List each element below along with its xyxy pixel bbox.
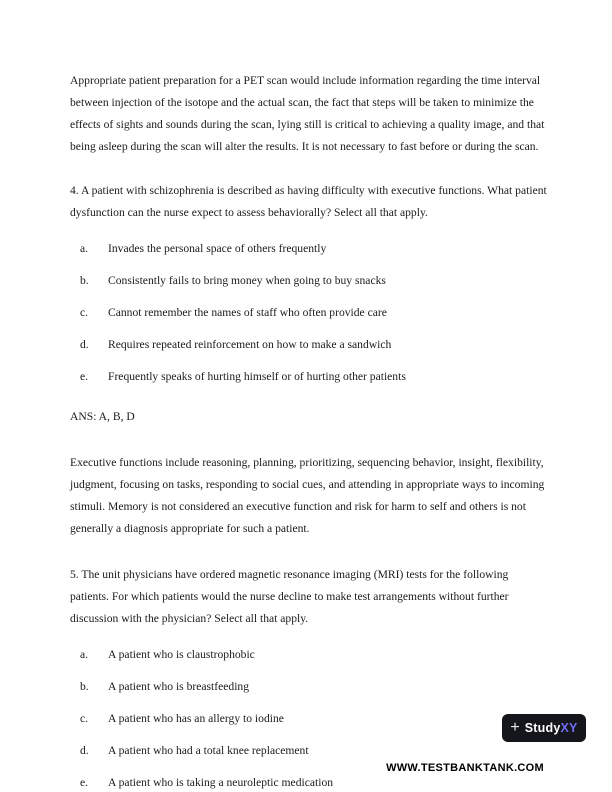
logo-xy-text: XY [560, 721, 578, 735]
option-row [80, 334, 548, 356]
option-letter: e. [80, 370, 89, 383]
option-text: Invades the personal space of others frequently [108, 242, 327, 255]
option-row [80, 644, 548, 666]
option-text: A patient who had a total knee replacement [108, 744, 309, 757]
option-text: A patient who has an allergy to iodine [108, 712, 284, 725]
option-text: Frequently speaks of hurting himself or of hurting other patients [108, 370, 406, 383]
question-5-text: 5. The unit physicians have ordered magnetic resonance imaging (MRI) tests for the following patients. For which patients would the nurse decline to make test arrangements without further discussion with the physician? Select all that apply. [70, 568, 509, 625]
option-letter: d. [80, 338, 89, 351]
studyxy-logo-badge [502, 714, 586, 742]
option-text: Requires repeated reinforcement on how to make a sandwich [108, 338, 392, 351]
rationale-paragraph: Executive functions include reasoning, planning, prioritizing, sequencing behavior, insight, flexibility, judgment, focusing on tasks, responding to social cues, and attending in appropriate ways to incoming stimuli. Memory is not considered an executive function and risk for harm to self and others is not generally a diagnosis appropriate for such a patient. [70, 456, 545, 535]
option-text: A patient who is claustrophobic [108, 648, 255, 661]
studyxy-logo-text [525, 721, 578, 735]
option-letter: b. [80, 274, 89, 287]
option-row [80, 740, 548, 762]
logo-study-text: Study [524, 721, 561, 735]
option-row [80, 772, 548, 792]
question-4-text: 4. A patient with schizophrenia is described as having difficulty with executive functions. What patient dysfunction can the nurse expect to assess behaviorally? Select all that apply. [70, 184, 547, 219]
option-letter: d. [80, 744, 89, 757]
option-text: Consistently fails to bring money when going to buy snacks [108, 274, 386, 287]
website-url: WWW.TESTBANKTANK.COM [386, 762, 544, 774]
option-row [80, 366, 548, 388]
option-row [80, 270, 548, 292]
option-text: Cannot remember the names of staff who often provide care [108, 306, 387, 319]
option-text: A patient who is taking a neuroleptic medication [108, 776, 334, 789]
option-letter: a. [80, 648, 89, 661]
question-4-options [80, 238, 548, 388]
plus-icon: + [510, 718, 520, 736]
intro-paragraph: Appropriate patient preparation for a PET scan would include information regarding the time interval between injection of the isotope and the actual scan, the fact that steps will be taken to minimize the effects of sights and sounds during the scan, lying still is critical to achieving a quality image, and that being asleep during the scan will alter the results. It is not necessary to fast before or during the scan. [70, 74, 545, 153]
option-letter: e. [80, 776, 89, 789]
answer-line: ANS: A, B, D [70, 410, 135, 423]
page-content [70, 70, 548, 792]
option-letter: c. [80, 712, 89, 725]
option-letter: b. [80, 680, 89, 693]
option-letter: a. [80, 242, 89, 255]
option-row [80, 238, 548, 260]
option-text: A patient who is breastfeeding [108, 680, 250, 693]
option-row [80, 676, 548, 698]
option-letter: c. [80, 306, 89, 319]
option-row [80, 302, 548, 324]
option-row [80, 708, 548, 730]
